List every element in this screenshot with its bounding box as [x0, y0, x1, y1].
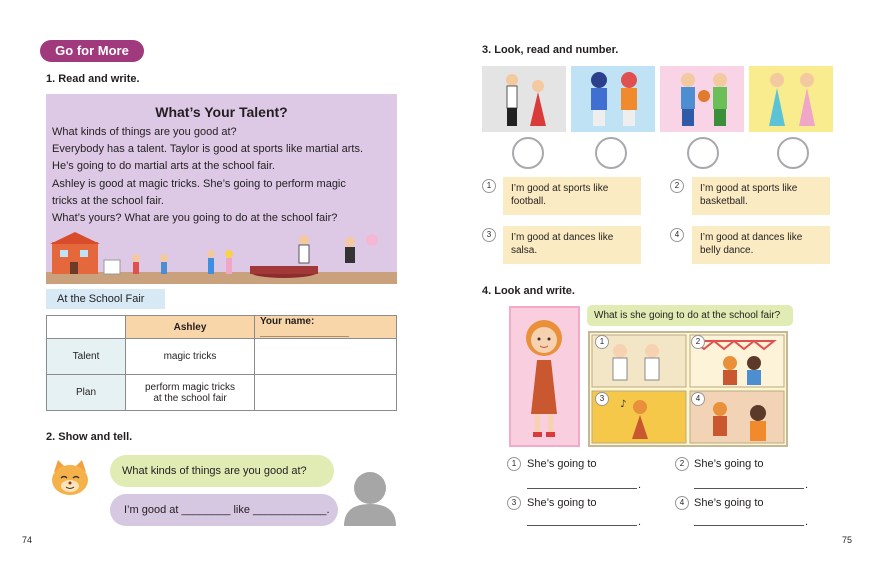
- story-line: He’s going to do martial arts at the school fair.: [52, 160, 275, 173]
- answer-prompt: She’s going to: [694, 458, 764, 470]
- story-box: [46, 94, 397, 284]
- answer-circle-4[interactable]: [777, 137, 809, 169]
- answer-prompt: She’s going to: [694, 497, 764, 509]
- option-text: basketball.: [700, 196, 748, 207]
- story-line: What’s yours? What are you going to do at the school fair?: [52, 212, 338, 225]
- answer-circle-2[interactable]: [595, 137, 627, 169]
- option-number-badge: 1: [482, 179, 496, 193]
- answer-prompt: She’s going to: [527, 497, 597, 509]
- ashley-plan-line: at the school fair: [153, 392, 227, 404]
- football-players-image: [571, 66, 655, 132]
- page-number-left: 74: [22, 535, 33, 545]
- exercise-3-heading: 3. Look, read and number.: [482, 44, 619, 56]
- answer-circle-3[interactable]: [687, 137, 719, 169]
- row-label-plan: Plan: [47, 375, 126, 411]
- answer-period: .: [638, 516, 642, 528]
- option-text: belly dance.: [700, 245, 754, 256]
- option-text: football.: [511, 196, 547, 207]
- table-header-row: [47, 316, 397, 339]
- table-row: [47, 375, 397, 411]
- your-name-column-header: Your name: ________________: [255, 316, 397, 339]
- answer-circle-1[interactable]: [512, 137, 544, 169]
- answer-write-line-1[interactable]: [527, 488, 637, 489]
- option-text: I’m good at sports like: [700, 183, 798, 194]
- table-row: [47, 339, 397, 375]
- your-talent-cell[interactable]: [255, 339, 397, 375]
- option-card-3: [503, 226, 641, 264]
- answer-prompt: She’s going to: [527, 458, 597, 470]
- story-text: [52, 124, 394, 227]
- answer-period: .: [805, 479, 809, 491]
- story-line: Ashley is good at magic tricks. She’s going to perform magic: [52, 177, 346, 190]
- go-for-more-banner: Go for More: [40, 40, 144, 62]
- comic-scenes-icon: [590, 333, 786, 445]
- option-number-badge: 4: [670, 228, 684, 242]
- panel-number-badge: 1: [595, 335, 609, 349]
- ashley-plan-cell: [126, 375, 255, 411]
- option-number-badge: 2: [670, 179, 684, 193]
- answer-number-badge: 2: [675, 457, 689, 471]
- salsa-dancers-image: [482, 66, 566, 132]
- exercise-2-heading: 2. Show and tell.: [46, 431, 133, 443]
- story-line: Everybody has a talent. Taylor is good at sports like martial arts.: [52, 143, 363, 156]
- comic-panels: [588, 331, 788, 447]
- option-number-badge: 3: [482, 228, 496, 242]
- question-speech-bubble: What kinds of things are you good at?: [110, 455, 334, 487]
- answer-speech-bubble: I’m good at ________ like ____________.: [110, 494, 338, 526]
- answer-number-badge: 4: [675, 496, 689, 510]
- answer-write-line-2[interactable]: [694, 488, 804, 489]
- row-label-talent: Talent: [47, 339, 126, 375]
- answer-write-line-3[interactable]: [527, 525, 637, 526]
- school-fair-label: At the School Fair: [46, 289, 165, 309]
- belly-dancers-image: [749, 66, 833, 132]
- page-number-right: 75: [842, 535, 853, 545]
- option-text: I’m good at sports like: [511, 183, 609, 194]
- person-silhouette-icon: [342, 468, 398, 526]
- option-card-4: [692, 226, 830, 264]
- basketball-players-image: [660, 66, 744, 132]
- question-bubble: What is she going to do at the school fair?: [587, 305, 793, 326]
- option-text: I’m good at dances like: [511, 232, 614, 243]
- svg-text:♪: ♪: [620, 399, 627, 410]
- story-line: tricks at the school fair.: [52, 194, 164, 207]
- answer-number-badge: 1: [507, 457, 521, 471]
- option-card-1: [503, 177, 641, 215]
- table-corner-cell: [47, 316, 126, 339]
- panel-number-badge: 3: [595, 392, 609, 406]
- option-text: salsa.: [511, 245, 538, 256]
- answer-period: .: [638, 479, 642, 491]
- option-text: I’m good at dances like: [700, 232, 803, 243]
- answer-period: .: [805, 516, 809, 528]
- exercise-4-heading: 4. Look and write.: [482, 285, 575, 297]
- ashley-talent-cell: magic tricks: [126, 339, 255, 375]
- option-card-2: [692, 177, 830, 215]
- girl-figure-icon: [511, 308, 578, 445]
- answer-write-line-4[interactable]: [694, 525, 804, 526]
- panel-number-badge: 4: [691, 392, 705, 406]
- ashley-plan-line: perform magic tricks: [144, 381, 235, 393]
- exercise-1-heading: 1. Read and write.: [46, 73, 140, 85]
- story-line: What kinds of things are you good at?: [52, 126, 237, 138]
- your-plan-cell[interactable]: [255, 375, 397, 411]
- cat-avatar-icon: [48, 458, 92, 498]
- ashley-column-header: Ashley: [126, 316, 255, 339]
- answer-number-badge: 3: [507, 496, 521, 510]
- panel-number-badge: 2: [691, 335, 705, 349]
- school-fair-illustration: [46, 232, 397, 284]
- girl-portrait: [509, 306, 580, 447]
- talent-table: [46, 315, 397, 411]
- story-title: What’s Your Talent?: [155, 104, 288, 120]
